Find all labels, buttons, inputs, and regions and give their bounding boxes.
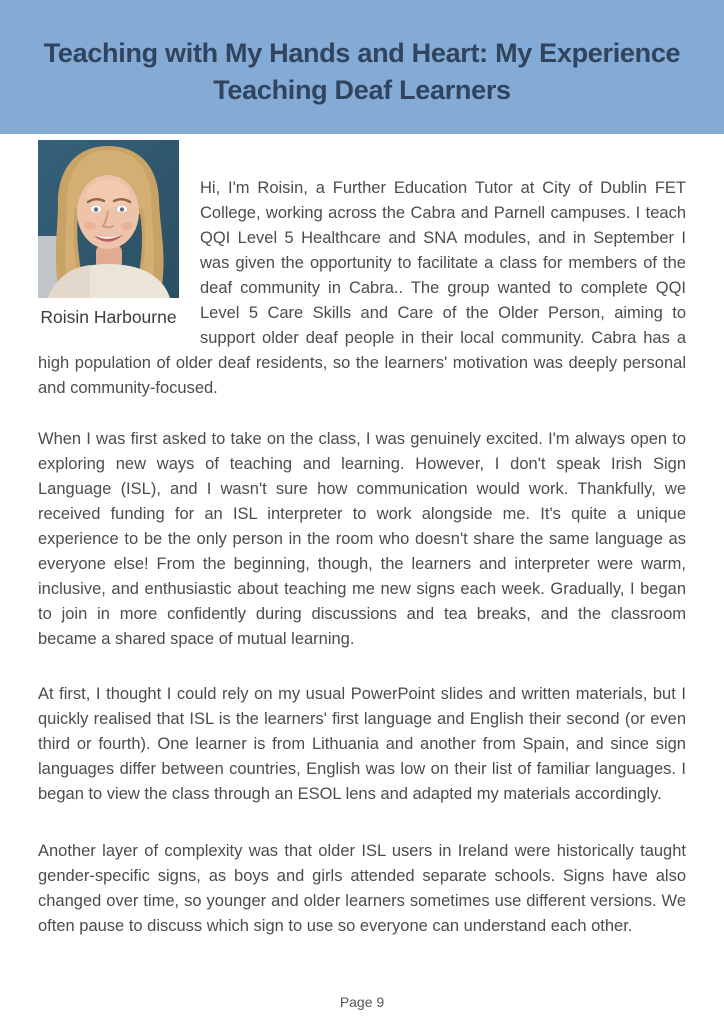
article-paragraph-intro: Hi, I'm Roisin, a Further Education Tutor at City of Dublin FET College, working across the Cabra and Parnell campuses. I teach QQI Level 5 Healthcare and SNA modules, and in September I was given the opportunity to facilitate a class for members of the deaf community in Cabra.. The group wanted to complete QQI Level 5 Care Skills and Care of the Older Person, aiming to support older deaf people in their local community. Cabra has a high population of older deaf residents, so the learners' motivation was deeply personal and community-focused.	[38, 179, 686, 397]
article-paragraph: Another layer of complexity was that older ISL users in Ireland were historically taught gender-specific signs, as boys and girls attended separate schools. Signs have also changed over time, so younger and older learners sometimes use different versions. We often pause to discuss which sign to use so everyone can understand each other.	[38, 842, 686, 935]
page-title-line-2: Teaching Deaf Learners	[213, 75, 511, 105]
article-paragraph: At first, I thought I could rely on my usual PowerPoint slides and written materials, but I quickly realised that ISL is the learners' first language and English their second (or even third or fourth). One learner is from Lithuania and another from Spain, and since sign languages differ between countries, English was low on their list of familiar languages. I began to view the class through an ESOL lens and adapted my materials accordingly.	[38, 685, 686, 803]
page-title-line-1: Teaching with My Hands and Heart: My Experience	[43, 38, 681, 68]
article-paragraph: When I was first asked to take on the class, I was genuinely excited. I'm always open to exploring new ways of teaching and learning. However, I don't speak Irish Sign Language (ISL), and I wasn't sure how communication would work. Thankfully, we received funding for an ISL interpreter to work alongside me. It's quite a unique experience to be the only person in the room who doesn't share the same language as everyone else! From the beginning, though, the learners and interpreter were warm, inclusive, and enthusiastic about teaching me new signs each week. Gradually, I began to join in more confidently during discussions and tea breaks, and the classroom became a shared space of mutual learning.	[38, 430, 686, 648]
author-photo-figure	[38, 140, 179, 328]
article-body	[0, 134, 724, 939]
author-name-caption: Roisin Harbourne	[40, 307, 177, 327]
page-number: Page 9	[339, 994, 385, 1010]
page-header	[0, 0, 724, 134]
author-photo	[38, 140, 179, 298]
